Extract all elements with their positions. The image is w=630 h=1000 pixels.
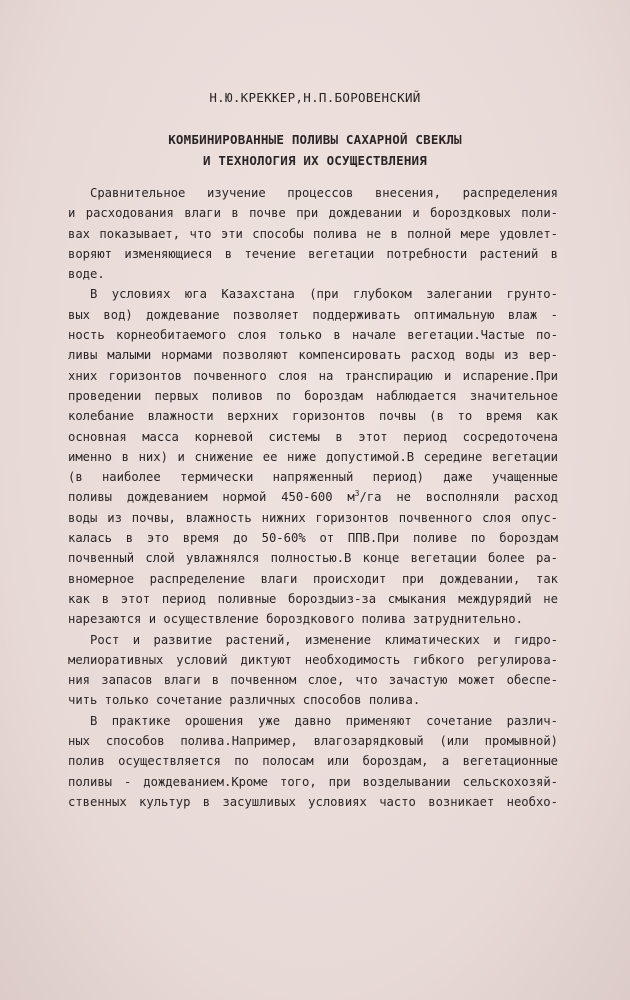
body-text-line: калась в это время до 50-60% от ППВ.При поливе по бороздам: [68, 531, 558, 546]
body-text-line: почвенный слой увлажнялся полностью.В конце вегетации более ра-: [68, 551, 558, 566]
title-line-2: И ТЕХНОЛОГИЯ ИХ ОСУЩЕСТВЛЕНИЯ: [202, 153, 428, 168]
body-text-line: ния запасов влаги в почвенном слое, что зачастую может обеспе-: [68, 673, 558, 688]
body-text-line: Сравнительное изучение процессов внесения, распределения: [90, 186, 558, 200]
body-text-line: воряют изменяющиеся в течение вегетации потребности растений в: [68, 246, 558, 261]
body-text-line: ственных культур в засушливых условиях часто возникает необхо-: [68, 794, 558, 809]
body-text-line: проведении первых поливов по бороздам наблюдается значительное: [68, 388, 558, 403]
body-text-line: как в этот период поливные бороздыиз-за смыкания междурядий не: [68, 591, 558, 606]
body-text-line: воде.: [68, 267, 105, 282]
title-line-1: КОМБИНИРОВАННЫЕ ПОЛИВЫ САХАРНОЙ СВЕКЛЫ: [168, 132, 462, 147]
authors-line: Н.Ю.КРЕККЕР,Н.П.БОРОВЕНСКИЙ: [209, 90, 421, 105]
body-text-line: колебание влажности верхних горизонтов почвы (в то время как: [68, 409, 558, 424]
body-text-line: воды из почвы, влажность нижних горизонтов почвенного слоя опус-: [68, 510, 558, 525]
body-text-line: поливы - дождеванием.Кроме того, при возделывании сельскохозяй-: [68, 774, 558, 789]
body-text-line: Рост и развитие растений, изменение климатических и гидро-: [90, 632, 558, 647]
body-text-line: вномерное распределение влаги происходит при дождевании, так: [68, 571, 558, 586]
body-text-line: чить только сочетание различных способов полива.: [68, 693, 421, 708]
body-text-line: и расходования влаги в почве при дождевании и бороздковых поли-: [68, 206, 558, 221]
body-text-line: ных способов полива.Например, влагозарядковый (или промывной): [68, 734, 558, 749]
body-text-line: мелиоративных условий диктуют необходимость гибкого регулирова-: [68, 652, 558, 667]
body-text-line: ность корнеобитаемого слоя только в начале вегетации.Частые по-: [68, 328, 558, 343]
body-text-line: ливы малыми нормами позволяют компенсировать расход воды из вер-: [68, 348, 558, 363]
body-text-line: вах показывает, что эти способы полива не в полной мере удовлет-: [68, 226, 558, 241]
article-body: [68, 183, 558, 812]
body-text-line: именно в них) и снижение ее ниже допустимой.В середине вегетации: [68, 449, 558, 464]
body-text-line: нарезаются и осуществление бороздкового полива затруднительно.: [68, 612, 523, 627]
body-text-line: В практике орошения уже давно применяют сочетание различ-: [90, 713, 558, 728]
article-title: [0, 129, 630, 171]
body-text-line: хних горизонтов почвенного слоя на транспирацию и испарение.При: [68, 368, 558, 383]
body-text-line: вых вод) дождевание позволяет поддерживать оптимальную влаж -: [68, 307, 558, 322]
body-text-line: (в наиболее термически напряженный период) даже учащенные: [68, 470, 558, 485]
body-text-line: основная масса корневой системы в этот период сосредоточена: [68, 429, 558, 444]
body-text-line: полив осуществляется по полосам или бороздам, а вегетационные: [68, 754, 558, 769]
body-text-line: В условиях юга Казахстана (при глубоком залегании грунто-: [90, 287, 558, 302]
body-text-line: поливы дождеванием нормой 450-600 $м^3/га$ не восполняли расход: [68, 489, 558, 505]
